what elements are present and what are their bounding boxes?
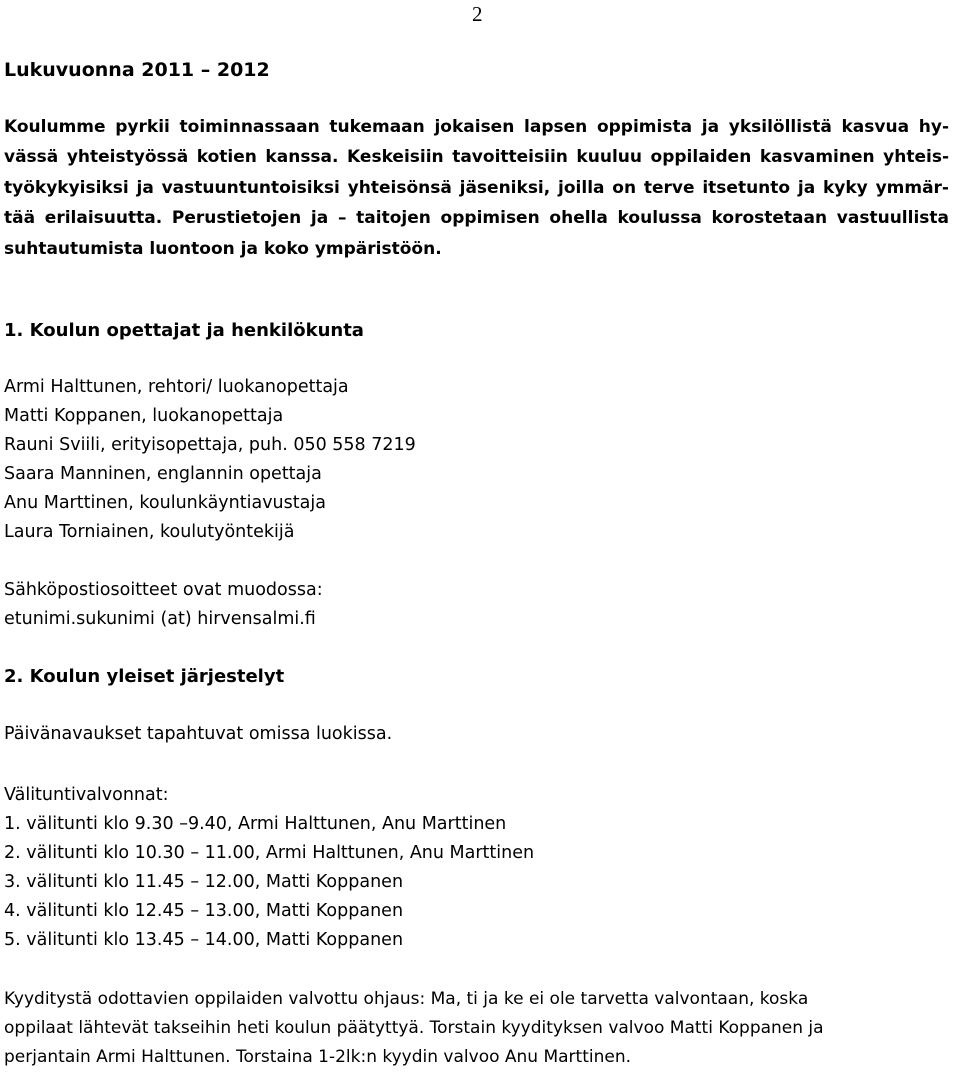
transport-line: oppilaat lähtevät takseihin heti koulun päätyttyä. Torstain kyydityksen valvoo Matti Koppanen ja: [4, 1018, 824, 1038]
intro-line: vässä yhteistyössä kotien kanssa. Keskeisiin tavoitteisiin kuuluu oppilaiden kasvaminen yhteis-: [4, 147, 949, 168]
intro-line: suhtautumista luontoon ja koko ympäristöön.: [4, 238, 442, 259]
transport-line: Kyyditystä odottavien oppilaiden valvottu ohjaus: Ma, ti ja ke ei ole tarvetta valvontaan, koska: [4, 989, 809, 1009]
break-item: 4. välitunti klo 12.45 – 13.00, Matti Koppanen: [4, 901, 404, 921]
staff-list: [4, 373, 416, 547]
break-item: 1. välitunti klo 9.30 –9.40, Armi Halttunen, Anu Marttinen: [4, 814, 507, 834]
year-heading: Lukuvuonna 2011 – 2012: [4, 59, 270, 81]
staff-item: Saara Manninen, englannin opettaja: [4, 464, 322, 484]
break-schedule: [4, 781, 534, 955]
break-item: 3. välitunti klo 11.45 – 12.00, Matti Koppanen: [4, 872, 404, 892]
staff-item: Armi Halttunen, rehtori/ luokanopettaja: [4, 377, 349, 397]
section-1-heading: 1. Koulun opettajat ja henkilökunta: [4, 320, 364, 341]
transport-line: perjantain Armi Halttunen. Torstaina 1-2lk:n kyydin valvoo Anu Marttinen.: [4, 1047, 632, 1067]
email-format-label: Sähköpostiosoitteet ovat muodossa:: [4, 580, 323, 600]
break-item: 5. välitunti klo 13.45 – 14.00, Matti Koppanen: [4, 930, 404, 950]
intro-paragraph: [4, 112, 949, 264]
transport-paragraph: [4, 985, 949, 1072]
email-format-note: [4, 576, 323, 634]
break-item: 2. välitunti klo 10.30 – 11.00, Armi Halttunen, Anu Marttinen: [4, 843, 535, 863]
assembly-note: Päivänavaukset tapahtuvat omissa luokissa.: [4, 724, 393, 744]
intro-line: tää erilaisuutta. Perustietojen ja – taitojen oppimisen ohella koulussa korostetaan vastuullista: [4, 208, 949, 229]
staff-item: Laura Torniainen, koulutyöntekijä: [4, 522, 295, 542]
staff-item: Anu Marttinen, koulunkäyntiavustaja: [4, 493, 326, 513]
intro-line: työkykyisiksi ja vastuuntuntoisiksi yhteisönsä jäseniksi, joilla on terve itsetunto ja kyky ymmär-: [4, 177, 949, 198]
email-format-value: etunimi.sukunimi (at) hirvensalmi.fi: [4, 609, 316, 629]
page-number: 2: [472, 2, 483, 26]
section-2-heading: 2. Koulun yleiset järjestelyt: [4, 666, 285, 687]
intro-line: Koulumme pyrkii toiminnassaan tukemaan jokaisen lapsen oppimista ja yksilöllistä kasvua hy-: [4, 117, 949, 137]
staff-item: Rauni Sviili, erityisopettaja, puh. 050 558 7219: [4, 435, 416, 455]
supervision-label: Välituntivalvonnat:: [4, 785, 169, 805]
staff-item: Matti Koppanen, luokanopettaja: [4, 406, 284, 426]
